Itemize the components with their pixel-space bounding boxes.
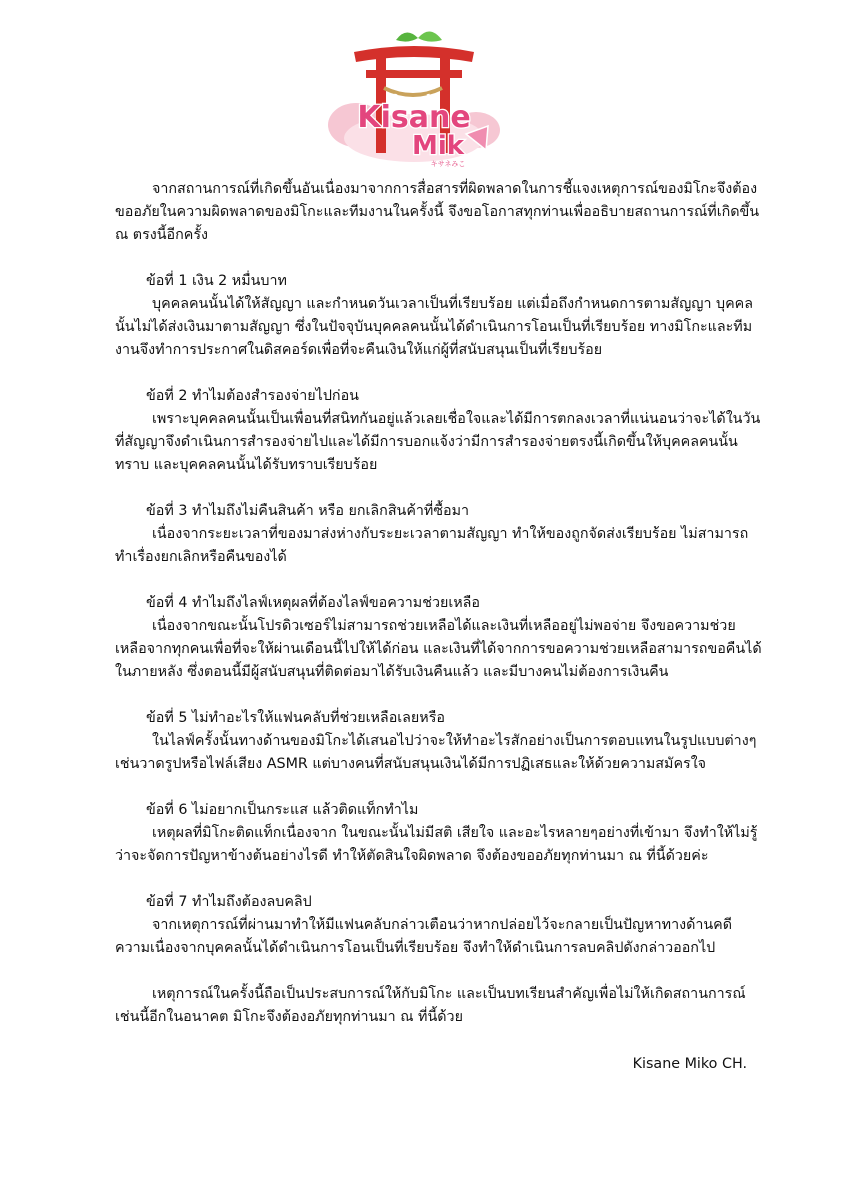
section-7-body: จากเหตุการณ์ที่ผ่านมาทำให้มีแฟนคลับกล่าวเตือนว่าหากปล่อยไว้จะกลายเป็นปัญหาทางด้านคดีความเนื่องจากบุคคลนั้นได้ดำเนินการโอนเป็นที่เรียบร้อย จึงทำให้ดำเนินการลบคลิปดังกล่าวออกไป	[115, 917, 733, 956]
logo-text-kisane: Kisane	[357, 100, 471, 135]
statement-body	[115, 178, 765, 1029]
signature: Kisane Miko CH.	[632, 1056, 747, 1072]
section-2-heading: ข้อที่ 2 ทำไมต้องสำรองจ่ายไปก่อน	[146, 388, 359, 404]
section-5-body: ในไลฟ์ครั้งนั้นทางด้านของมิโกะได้เสนอไปว่าจะให้ทำอะไรสักอย่างเป็นการตอบแทนในรูปแบบต่างๆเช่นวาดรูปหรือไฟล์เสียง ASMR แต่บางคนที่สนับสนุนเงินได้มีการปฏิเสธและให้ด้วยความสมัครใจ	[115, 733, 757, 772]
section-3-heading: ข้อที่ 3 ทำไมถึงไม่คืนสินค้า หรือ ยกเลิกสินค้าที่ซื้อมา	[146, 503, 470, 519]
conclusion-paragraph: เหตุการณ์ในครั้งนี้ถือเป็นประสบการณ์ให้กับมิโกะ และเป็นบทเรียนสำคัญเพื่อไม่ให้เกิดสถานการณ์เช่นนี้อีกในอนาคต มิโกะจึงต้องอภัยทุกท่านมา ณ ที่นี้ด้วย	[115, 986, 746, 1025]
section-4-body: เนื่องจากขณะนั้นโปรดิวเซอร์ไม่สามารถช่วยเหลือได้และเงินที่เหลืออยู่ไม่พอจ่าย จึงขอความช่วยเหลือจากทุกคนเพื่อที่จะให้ผ่านเดือนนี้ไปให้ได้ก่อน และเงินที่ได้จากการขอความช่วยเหลือสามารถขอคืนได้ในภายหลัง ซึ่งตอนนี้มีผู้สนับสนุนที่ติดต่อมาได้รับเงินคืนแล้ว และมีบางคนไม่ต้องการเงินคืน	[115, 618, 762, 680]
section-1-body: บุคคลคนนั้นได้ให้สัญญา และกำหนดวันเวลาเป็นที่เรียบร้อย แต่เมื่อถึงกำหนดการตามสัญญา บุคคลนั้นไม่ได้ส่งเงินมาตามสัญญา ซึ่งในปัจจุบันบุคคลคนนั้นได้ดำเนินการโอนเป็นที่เรียบร้อย ทางมิโกะและทีมงานจึงทำการประกาศในดิสคอร์ดเพื่อที่จะคืนเงินให้แก่ผู้ที่สนับสนุนเป็นที่เรียบร้อย	[115, 296, 754, 358]
section-6-body: เหตุผลที่มิโกะติดแท็กเนื่องจาก ในขณะนั้นไม่มีสติ เสียใจ และอะไรหลายๆอย่างที่เข้ามา จึงทำให้ไม่รู้ว่าจะจัดการปัญหาข้างต้นอย่างไรดี ทำให้ตัดสินใจผิดพลาด จึงต้องขออภัยทุกท่านมา ณ ที่นี้ด้วยค่ะ	[115, 825, 758, 864]
section-7-heading: ข้อที่ 7 ทำไมถึงต้องลบคลิป	[146, 894, 312, 910]
section-4-heading: ข้อที่ 4 ทำไมถึงไลฟ์เหตุผลที่ต้องไลฟ์ขอความช่วยเหลือ	[146, 595, 481, 611]
section-2-body: เพราะบุคคลคนนั้นเป็นเพื่อนที่สนิทกันอยู่แล้วเลยเชื่อใจและได้มีการตกลงเวลาที่แน่นอนว่าจะได้ในวันที่สัญญาจึงดำเนินการสำรองจ่ายไปและได้มีการบอกแจ้งว่ามีการสำรองจ่ายตรงนี้เกิดขึ้นให้บุคคลคนนั้นทราบ และบุคคลคนนั้นได้รับทราบเรียบร้อย	[115, 411, 761, 473]
intro-paragraph: จากสถานการณ์ที่เกิดขึ้นอันเนื่องมาจากการสื่อสารที่ผิดพลาดในการชี้แจงเหตุการณ์ของมิโกะจึงต้องขออภัยในความผิดพลาดของมิโกะและทีมงานในครั้งนี้ จึงขอโอกาสทุกท่านเพื่ออธิบายสถานการณ์ที่เกิดขึ้น ณ ตรงนี้อีกครั้ง	[115, 181, 760, 243]
logo-subtitle: キサネみこ	[430, 160, 466, 168]
kisane-miko-logo	[326, 30, 502, 170]
section-6-heading: ข้อที่ 6 ไม่อยากเป็นกระแส แล้วติดแท็กทำไม	[146, 802, 419, 818]
section-5-heading: ข้อที่ 5 ไม่ทำอะไรให้แฟนคลับที่ช่วยเหลือเลยหรือ	[146, 710, 445, 726]
logo-text-mik: Mik	[411, 131, 465, 161]
section-1-heading: ข้อที่ 1 เงิน 2 หมื่นบาท	[146, 273, 287, 289]
section-3-body: เนื่องจากระยะเวลาที่ของมาส่งห่างกับระยะเวลาตามสัญญา ทำให้ของถูกจัดส่งเรียบร้อย ไม่สามารถทำเรื่องยกเลิกหรือคืนของได้	[115, 526, 749, 565]
